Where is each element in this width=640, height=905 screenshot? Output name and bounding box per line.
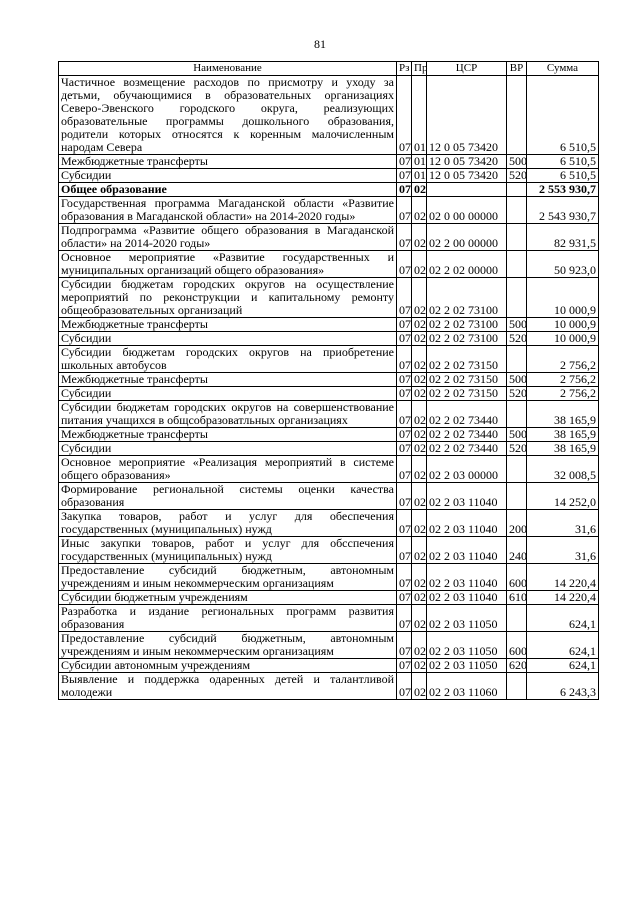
row-sum: 2 543 930,7 [527,197,599,224]
row-sum: 10 000,9 [527,332,599,346]
row-sum: 10 000,9 [527,278,599,318]
row-name: Подпрограмма «Развитие общего образования в Магаданской области» на 2014-2020 годы» [59,224,397,251]
row-pr: 02 [412,318,427,332]
row-sum: 6 510,5 [527,155,599,169]
row-rz: 07 [397,251,412,278]
table-row [59,278,599,318]
row-csr: 02 2 02 73100 [427,332,507,346]
row-rz: 07 [397,318,412,332]
table-row [59,346,599,373]
row-pr: 02 [412,278,427,318]
row-rz: 07 [397,278,412,318]
row-sum: 38 165,9 [527,442,599,456]
row-csr: 02 2 02 73440 [427,442,507,456]
row-name: Субсидии автономным учреждениям [59,659,397,673]
row-sum: 624,1 [527,632,599,659]
row-rz: 07 [397,632,412,659]
row-name: Закупка товаров, работ и услуг для обеспечения государственных (муниципальных) нужд [59,510,397,537]
header-name: Наименование [59,62,397,76]
budget-table [58,61,599,700]
row-sum: 38 165,9 [527,401,599,428]
table-row [59,318,599,332]
row-vr: 520 [507,169,527,183]
row-rz: 07 [397,76,412,155]
table-row [59,183,599,197]
table-row [59,373,599,387]
row-vr: 500 [507,155,527,169]
row-pr: 02 [412,659,427,673]
table-row [59,332,599,346]
row-vr [507,278,527,318]
row-rz: 07 [397,456,412,483]
row-csr: 12 0 05 73420 [427,169,507,183]
row-pr: 01 [412,76,427,155]
row-name: Основное мероприятие «Реализация мероприятий в системе общего образования» [59,456,397,483]
row-csr: 02 2 02 73100 [427,278,507,318]
row-sum: 2 553 930,7 [527,183,599,197]
row-csr: 02 2 03 11040 [427,591,507,605]
row-pr: 02 [412,673,427,700]
row-name: Субсидии [59,387,397,401]
row-pr: 02 [412,442,427,456]
row-vr: 520 [507,442,527,456]
row-csr: 02 2 03 11050 [427,659,507,673]
row-vr: 600 [507,632,527,659]
table-row [59,510,599,537]
row-sum: 6 243,3 [527,673,599,700]
row-csr: 02 2 03 11040 [427,537,507,564]
row-rz: 07 [397,659,412,673]
table-row [59,251,599,278]
row-name: Субсидии [59,332,397,346]
row-csr: 02 2 02 00000 [427,251,507,278]
row-vr [507,251,527,278]
table-row [59,155,599,169]
row-csr: 02 2 02 73150 [427,373,507,387]
table-row [59,428,599,442]
row-name: Основное мероприятие «Развитие государственных и муниципальных организаций общего образования» [59,251,397,278]
row-pr: 02 [412,183,427,197]
row-sum: 14 220,4 [527,564,599,591]
row-sum: 14 220,4 [527,591,599,605]
row-name: Межбюджетные трансферты [59,155,397,169]
row-name: Государственная программа Магаданской области «Развитие образования в Магаданской области» на 2014-2020 годы» [59,197,397,224]
row-sum: 82 931,5 [527,224,599,251]
table-row [59,387,599,401]
row-name: Межбюджетные трансферты [59,318,397,332]
row-sum: 14 252,0 [527,483,599,510]
row-pr: 02 [412,537,427,564]
row-name: Межбюджетные трансферты [59,373,397,387]
row-rz: 07 [397,197,412,224]
row-rz: 07 [397,564,412,591]
row-name: Формирование региональной системы оценки качества образования [59,483,397,510]
row-name: Частичное возмещение расходов по присмотру и уходу за детьми, обучающимися в образовательных организациях Северо-Эвенского городского округа, реализующих образовательные программы дошкольного образования, родители которых относятся к коренным малочисленным народам Севера [59,76,397,155]
row-pr: 02 [412,510,427,537]
row-pr: 02 [412,456,427,483]
row-vr [507,346,527,373]
row-csr: 02 2 03 11050 [427,632,507,659]
row-vr [507,197,527,224]
row-csr: 02 2 02 73150 [427,346,507,373]
row-name: Предоставление субсидий бюджетным, автономным учреждениям и иным некоммерческим организациям [59,632,397,659]
row-rz: 07 [397,155,412,169]
row-sum: 31,6 [527,510,599,537]
row-sum: 624,1 [527,605,599,632]
row-sum: 32 008,5 [527,456,599,483]
row-name: Межбюджетные трансферты [59,428,397,442]
row-name: Предоставление субсидий бюджетным, автономным учреждениям и иным некоммерческим организациям [59,564,397,591]
row-name: Иныс закупки товаров, работ и услуг для обсспечения государственных (муниципальных) нужд [59,537,397,564]
row-sum: 2 756,2 [527,387,599,401]
table-body [59,76,599,700]
row-pr: 01 [412,169,427,183]
row-sum: 624,1 [527,659,599,673]
table-row [59,564,599,591]
row-pr: 02 [412,387,427,401]
row-vr: 520 [507,332,527,346]
row-name: Субсидии [59,442,397,456]
row-csr: 02 2 03 11040 [427,483,507,510]
row-rz: 07 [397,183,412,197]
row-name: Выявление и поддержка одаренных детей и талантливой молодежи [59,673,397,700]
row-name: Субсидии бюджетным учреждениям [59,591,397,605]
row-sum: 2 756,2 [527,373,599,387]
row-rz: 07 [397,401,412,428]
row-vr: 500 [507,428,527,442]
row-pr: 02 [412,197,427,224]
row-pr: 02 [412,373,427,387]
row-pr: 02 [412,346,427,373]
row-vr [507,605,527,632]
table-row [59,591,599,605]
row-name: Субсидии бюджетам городских округов на совершенствование питания учащихся в общсобразоватльных организациях [59,401,397,428]
row-rz: 07 [397,224,412,251]
row-csr: 02 2 03 11060 [427,673,507,700]
table-row [59,76,599,155]
row-csr: 02 2 00 00000 [427,224,507,251]
row-sum: 31,6 [527,537,599,564]
row-csr: 02 2 03 11040 [427,510,507,537]
table-row [59,197,599,224]
row-sum: 6 510,5 [527,76,599,155]
row-rz: 07 [397,373,412,387]
row-rz: 07 [397,510,412,537]
table-row [59,169,599,183]
table-header-row [59,62,599,76]
row-sum: 2 756,2 [527,346,599,373]
table-row [59,401,599,428]
row-rz: 07 [397,346,412,373]
table-row [59,632,599,659]
table-row [59,483,599,510]
header-sum: Сумма [527,62,599,76]
row-vr [507,401,527,428]
table-row [59,659,599,673]
row-vr: 500 [507,373,527,387]
table-row [59,456,599,483]
row-rz: 07 [397,591,412,605]
row-csr: 02 2 03 11040 [427,564,507,591]
row-csr: 02 2 03 00000 [427,456,507,483]
table-row [59,673,599,700]
row-sum: 50 923,0 [527,251,599,278]
row-vr: 600 [507,564,527,591]
row-vr: 520 [507,387,527,401]
row-vr [507,183,527,197]
row-pr: 02 [412,251,427,278]
row-csr: 02 2 02 73150 [427,387,507,401]
row-sum: 10 000,9 [527,318,599,332]
row-sum: 38 165,9 [527,428,599,442]
row-pr: 02 [412,591,427,605]
row-csr: 12 0 05 73420 [427,155,507,169]
row-name: Субсидии [59,169,397,183]
row-vr [507,76,527,155]
row-vr: 200 [507,510,527,537]
row-rz: 07 [397,428,412,442]
table-row [59,224,599,251]
row-rz: 07 [397,442,412,456]
row-csr: 12 0 05 73420 [427,76,507,155]
row-vr [507,673,527,700]
row-vr: 610 [507,591,527,605]
row-csr [427,183,507,197]
row-csr: 02 2 03 11050 [427,605,507,632]
row-pr: 02 [412,632,427,659]
row-vr: 500 [507,318,527,332]
header-pr: Пр [412,62,427,76]
row-pr: 02 [412,564,427,591]
row-pr: 02 [412,332,427,346]
page-number: 81 [314,37,326,51]
row-pr: 02 [412,605,427,632]
row-rz: 07 [397,332,412,346]
row-name: Общее образование [59,183,397,197]
row-rz: 07 [397,483,412,510]
row-csr: 02 2 02 73100 [427,318,507,332]
row-vr: 240 [507,537,527,564]
row-vr [507,224,527,251]
row-rz: 07 [397,387,412,401]
table-row [59,442,599,456]
row-name: Субсидии бюджетам городских округов на осуществление мероприятий по реконструкции и капитальному ремонту общеобразовательных организаций [59,278,397,318]
header-rz: Рз [397,62,412,76]
row-vr: 620 [507,659,527,673]
row-pr: 02 [412,483,427,510]
row-rz: 07 [397,537,412,564]
row-pr: 02 [412,428,427,442]
row-csr: 02 2 02 73440 [427,401,507,428]
row-csr: 02 0 00 00000 [427,197,507,224]
row-name: Разработка и издание региональных программ развития образования [59,605,397,632]
row-pr: 02 [412,224,427,251]
row-pr: 01 [412,155,427,169]
row-vr [507,483,527,510]
row-csr: 02 2 02 73440 [427,428,507,442]
row-pr: 02 [412,401,427,428]
table-row [59,605,599,632]
row-rz: 07 [397,169,412,183]
row-sum: 6 510,5 [527,169,599,183]
row-name: Субсидии бюджетам городских округов на приобретение школьных автобусов [59,346,397,373]
header-vr: ВР [507,62,527,76]
row-rz: 07 [397,605,412,632]
header-csr: ЦСР [427,62,507,76]
table-row [59,537,599,564]
row-vr [507,456,527,483]
row-rz: 07 [397,673,412,700]
